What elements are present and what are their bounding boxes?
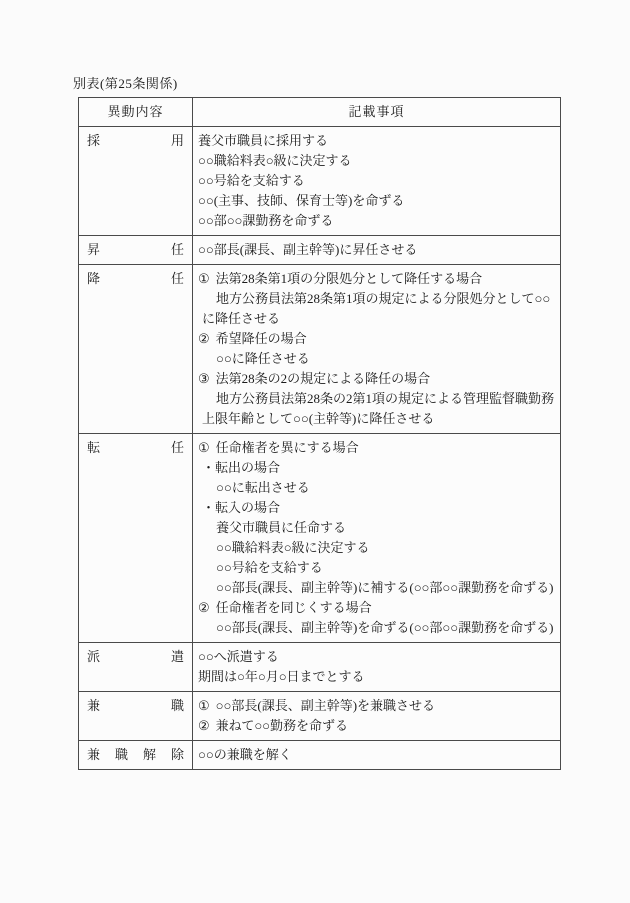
item-text: 法第28条の2の規定による降任の場合 bbox=[215, 371, 431, 386]
sub-paragraph: ○○部長(課長、副主幹等)に補する(○○部○○課勤務を命ずる) bbox=[216, 580, 554, 595]
item-number: ① bbox=[198, 698, 210, 713]
row-label-cell bbox=[79, 127, 193, 236]
table-row bbox=[79, 741, 561, 770]
item-number: ③ bbox=[198, 371, 210, 386]
numbered-item bbox=[198, 269, 554, 289]
row-label-cell bbox=[79, 692, 193, 741]
content-line: ○○部長(課長、副主幹等)に昇任させる bbox=[198, 242, 418, 257]
item-text: 法第28条第1項の分限処分として降任する場合 bbox=[215, 271, 483, 286]
numbered-item bbox=[198, 369, 554, 389]
item-number: ② bbox=[198, 718, 210, 733]
row-content-cell bbox=[193, 741, 561, 770]
label-char: 降 bbox=[87, 271, 101, 286]
label-char: 職 bbox=[170, 698, 184, 713]
row-label bbox=[87, 696, 184, 716]
row-content-cell bbox=[193, 434, 561, 643]
label-char: 解 bbox=[142, 747, 156, 762]
row-label bbox=[87, 745, 184, 765]
label-char: 遣 bbox=[170, 649, 184, 664]
document-page bbox=[73, 76, 573, 770]
bullet-line: ・転入の場合 bbox=[202, 500, 281, 515]
item-number: ② bbox=[198, 331, 210, 346]
item-text: 希望降任の場合 bbox=[215, 331, 307, 346]
row-content-cell bbox=[193, 265, 561, 434]
numbered-item bbox=[198, 329, 554, 349]
table-row bbox=[79, 127, 561, 236]
content-line: ○○へ派遣する bbox=[198, 649, 279, 664]
table-row bbox=[79, 236, 561, 265]
numbered-item bbox=[198, 598, 554, 618]
content-line: ○○号給を支給する bbox=[198, 173, 305, 188]
label-char: 昇 bbox=[87, 242, 101, 257]
sub-paragraph: ○○号給を支給する bbox=[216, 560, 323, 575]
item-number: ② bbox=[198, 600, 210, 615]
item-text: 任命権者を異にする場合 bbox=[215, 440, 359, 455]
sub-paragraph: 地方公務員法第28条の2第1項の規定による管理監督職勤務上限年齢として○○(主幹等)に降任させる bbox=[202, 391, 555, 426]
header-row bbox=[79, 98, 561, 127]
table-row bbox=[79, 265, 561, 434]
row-label bbox=[87, 240, 184, 260]
header-entry-items: 記載事項 bbox=[193, 98, 561, 127]
label-char: 転 bbox=[87, 440, 101, 455]
content-line: ○○の兼職を解く bbox=[198, 747, 292, 762]
row-label-cell bbox=[79, 265, 193, 434]
row-label-cell bbox=[79, 236, 193, 265]
label-char: 派 bbox=[87, 649, 101, 664]
bullet-line: ・転出の場合 bbox=[202, 460, 281, 475]
label-char: 採 bbox=[87, 133, 101, 148]
header-transfer-type: 異動内容 bbox=[79, 98, 193, 127]
row-label bbox=[87, 269, 184, 289]
sub-paragraph: 地方公務員法第28条第1項の規定による分限処分として○○に降任させる bbox=[202, 291, 551, 326]
sub-paragraph: ○○部長(課長、副主幹等)を命ずる(○○部○○課勤務を命ずる) bbox=[216, 620, 554, 635]
sub-paragraph: 養父市職員に任命する bbox=[216, 520, 347, 535]
content-line: 養父市職員に採用する bbox=[198, 133, 329, 148]
item-number: ① bbox=[198, 440, 210, 455]
sub-paragraph: ○○に降任させる bbox=[216, 351, 310, 366]
label-char: 職 bbox=[114, 747, 128, 762]
table-row bbox=[79, 692, 561, 741]
label-char: 用 bbox=[170, 133, 184, 148]
row-label-cell bbox=[79, 643, 193, 692]
numbered-item bbox=[198, 696, 554, 716]
numbered-item bbox=[198, 716, 554, 736]
item-text: ○○部長(課長、副主幹等)を兼職させる bbox=[215, 698, 436, 713]
content-line: ○○職給料表○級に決定する bbox=[198, 153, 352, 168]
numbered-item bbox=[198, 438, 554, 458]
content-line: ○○(主事、技師、保育士等)を命ずる bbox=[198, 193, 405, 208]
content-line: ○○部○○課勤務を命ずる bbox=[198, 213, 334, 228]
label-char: 兼 bbox=[87, 698, 101, 713]
table-row bbox=[79, 643, 561, 692]
row-content-cell bbox=[193, 643, 561, 692]
item-text: 兼ねて○○勤務を命ずる bbox=[215, 718, 349, 733]
row-content-cell bbox=[193, 127, 561, 236]
sub-paragraph: ○○に転出させる bbox=[216, 480, 310, 495]
table-header bbox=[79, 98, 561, 127]
row-label bbox=[87, 647, 184, 667]
table-body bbox=[79, 127, 561, 770]
label-char: 任 bbox=[170, 271, 184, 286]
item-text: 任命権者を同じくする場合 bbox=[215, 600, 372, 615]
row-content-cell bbox=[193, 236, 561, 265]
row-label-cell bbox=[79, 741, 193, 770]
content-line: 期間は○年○月○日までとする bbox=[198, 669, 365, 684]
row-label bbox=[87, 131, 184, 151]
row-label bbox=[87, 438, 184, 458]
row-content-cell bbox=[193, 692, 561, 741]
label-char: 任 bbox=[170, 242, 184, 257]
label-char: 除 bbox=[170, 747, 184, 762]
item-number: ① bbox=[198, 271, 210, 286]
transfer-notation-table bbox=[78, 97, 561, 770]
label-char: 兼 bbox=[87, 747, 101, 762]
sub-paragraph: ○○職給料表○級に決定する bbox=[216, 540, 370, 555]
label-char: 任 bbox=[170, 440, 184, 455]
row-label-cell bbox=[79, 434, 193, 643]
appendix-title: 別表(第25条関係) bbox=[73, 76, 178, 91]
table-row bbox=[79, 434, 561, 643]
